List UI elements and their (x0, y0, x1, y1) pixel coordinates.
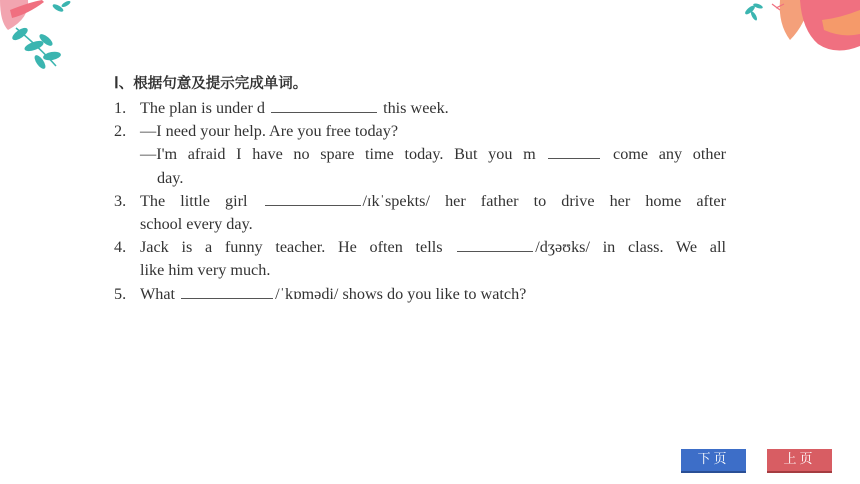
question-4 (114, 236, 726, 282)
question-text: this week. (383, 99, 449, 117)
leaf-decoration-top-right (740, 0, 860, 58)
answer-blank[interactable] (181, 284, 273, 299)
dialogue-line: day. (157, 168, 184, 187)
previous-page-button[interactable]: 上页 (767, 449, 832, 473)
question-number: 4. (114, 238, 127, 257)
question-2 (114, 120, 726, 190)
question-text: What (140, 284, 176, 303)
question-text: school every day. (140, 215, 253, 234)
phonetic-hint: /ɪkˈspekts/ (362, 191, 430, 210)
section-heading (114, 72, 726, 96)
answer-blank[interactable] (457, 237, 533, 252)
question-text: like him very much. (140, 261, 271, 280)
question-number: 3. (114, 191, 127, 210)
exercise-content (114, 72, 726, 306)
question-3 (114, 190, 726, 236)
phonetic-hint: /dʒəʊks/ (535, 238, 590, 257)
question-text: her father to drive her home after (445, 191, 727, 210)
question-text: Jack is a funny teacher. He often tells (140, 238, 443, 257)
dialogue-line: —I'm afraid I have no spare time today. But you m (140, 145, 536, 164)
question-1 (114, 97, 726, 120)
question-text: in class. We all (602, 238, 726, 257)
question-number: 1. (114, 99, 127, 117)
question-number: 2. (114, 122, 127, 141)
section-numeral: Ⅰ (114, 75, 119, 92)
question-text: The little girl (140, 191, 248, 210)
question-5 (114, 283, 726, 306)
answer-blank[interactable] (548, 144, 600, 159)
question-text: shows do you like to watch? (342, 284, 527, 303)
answer-blank[interactable] (271, 98, 377, 113)
dialogue-line: —I need your help. Are you free today? (140, 122, 399, 141)
section-title: 、根据句意及提示完成单词。 (118, 76, 308, 92)
question-number: 5. (114, 284, 127, 303)
dialogue-line: come any other (613, 145, 727, 164)
answer-blank[interactable] (265, 191, 361, 206)
question-text: The plan is under d (140, 99, 265, 117)
leaf-decoration-top-left (0, 0, 80, 75)
phonetic-hint: /ˈkɒmədi/ (275, 284, 339, 303)
next-page-button[interactable]: 下页 (681, 449, 746, 473)
